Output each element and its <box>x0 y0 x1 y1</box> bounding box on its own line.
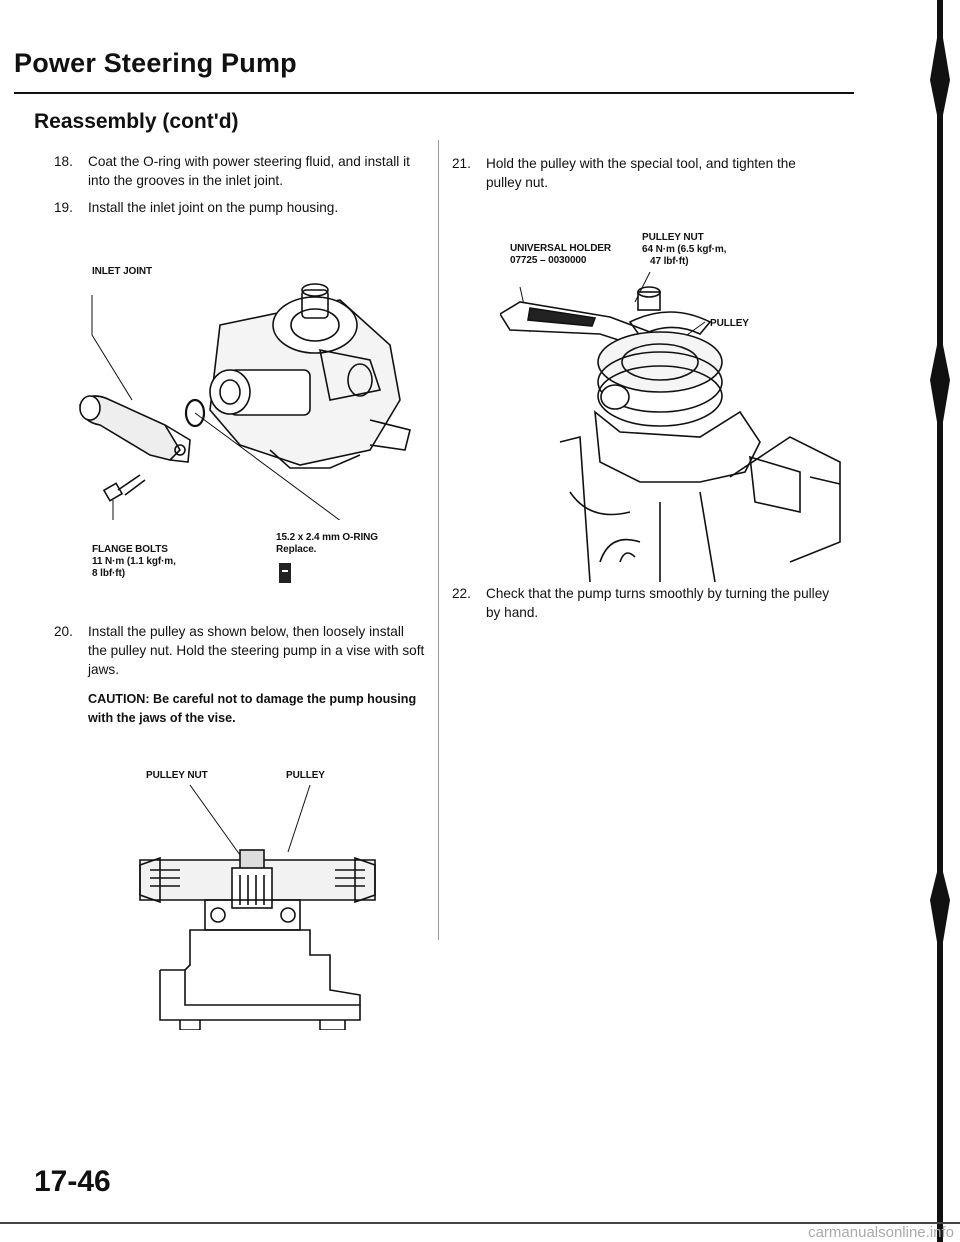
caution-note: CAUTION: Be careful not to damage the pump housing with the jaws of the vise. <box>88 692 417 725</box>
step-19 <box>54 198 426 217</box>
step-number: 18. <box>54 154 73 169</box>
step-text: Check that the pump turns smoothly by turning the pulley by hand. <box>486 586 830 620</box>
replace-icon <box>278 562 292 584</box>
pulley-nut-label-right: PULLEY NUT <box>642 232 704 243</box>
oring-note: Replace. <box>276 544 317 555</box>
flange-torque-line1: 11 N·m (1.1 kgf·m, <box>92 556 176 567</box>
nut-torque-line1: 64 N·m (6.5 kgf·m, <box>642 244 727 255</box>
inlet-joint-label: INLET JOINT <box>92 266 153 277</box>
inlet-joint-diagram <box>70 250 440 520</box>
nut-torque-line2: 47 lbf·ft) <box>650 256 689 267</box>
oring-label: 15.2 x 2.4 mm O-RING <box>276 532 378 543</box>
step-number: 20. <box>54 624 73 639</box>
step-18 <box>54 152 426 190</box>
section-title: Reassembly (cont'd) <box>34 110 239 133</box>
pulley-nut-label: PULLEY NUT <box>146 770 208 781</box>
flange-bolts-label: FLANGE BOLTS <box>92 544 168 555</box>
pulley-label-right: PULLEY <box>710 318 749 329</box>
pulley-label: PULLEY <box>286 770 325 781</box>
step-number: 22. <box>452 586 471 601</box>
step-22 <box>452 584 832 622</box>
step-number: 21. <box>452 156 471 171</box>
universal-holder-label: UNIVERSAL HOLDER <box>510 243 612 254</box>
holder-tightening-diagram <box>500 262 850 582</box>
page-number: 17-46 <box>34 1165 111 1198</box>
step-text: Hold the pulley with the special tool, and tighten the pulley nut. <box>486 156 796 190</box>
watermark: carmanualsonline.info <box>808 1224 954 1241</box>
step-text: Install the inlet joint on the pump housing. <box>88 200 339 215</box>
step-20 <box>54 622 426 679</box>
step-text: Install the pulley as shown below, then loosely install the pulley nut. Hold the steering pump in a vise with soft jaws. <box>88 624 425 677</box>
step-text: Coat the O-ring with power steering fluid, and install it into the grooves in the inlet joint. <box>88 154 410 188</box>
binding-edge-marks <box>930 0 950 1242</box>
flange-torque-line2: 8 lbf·ft) <box>92 568 125 579</box>
holder-part-number: 07725 – 0030000 <box>510 255 587 266</box>
page-title: Power Steering Pump <box>14 48 297 78</box>
step-number: 19. <box>54 200 73 215</box>
step-21 <box>452 154 832 192</box>
pulley-cross-section-diagram <box>120 780 400 1030</box>
title-divider <box>14 92 854 94</box>
